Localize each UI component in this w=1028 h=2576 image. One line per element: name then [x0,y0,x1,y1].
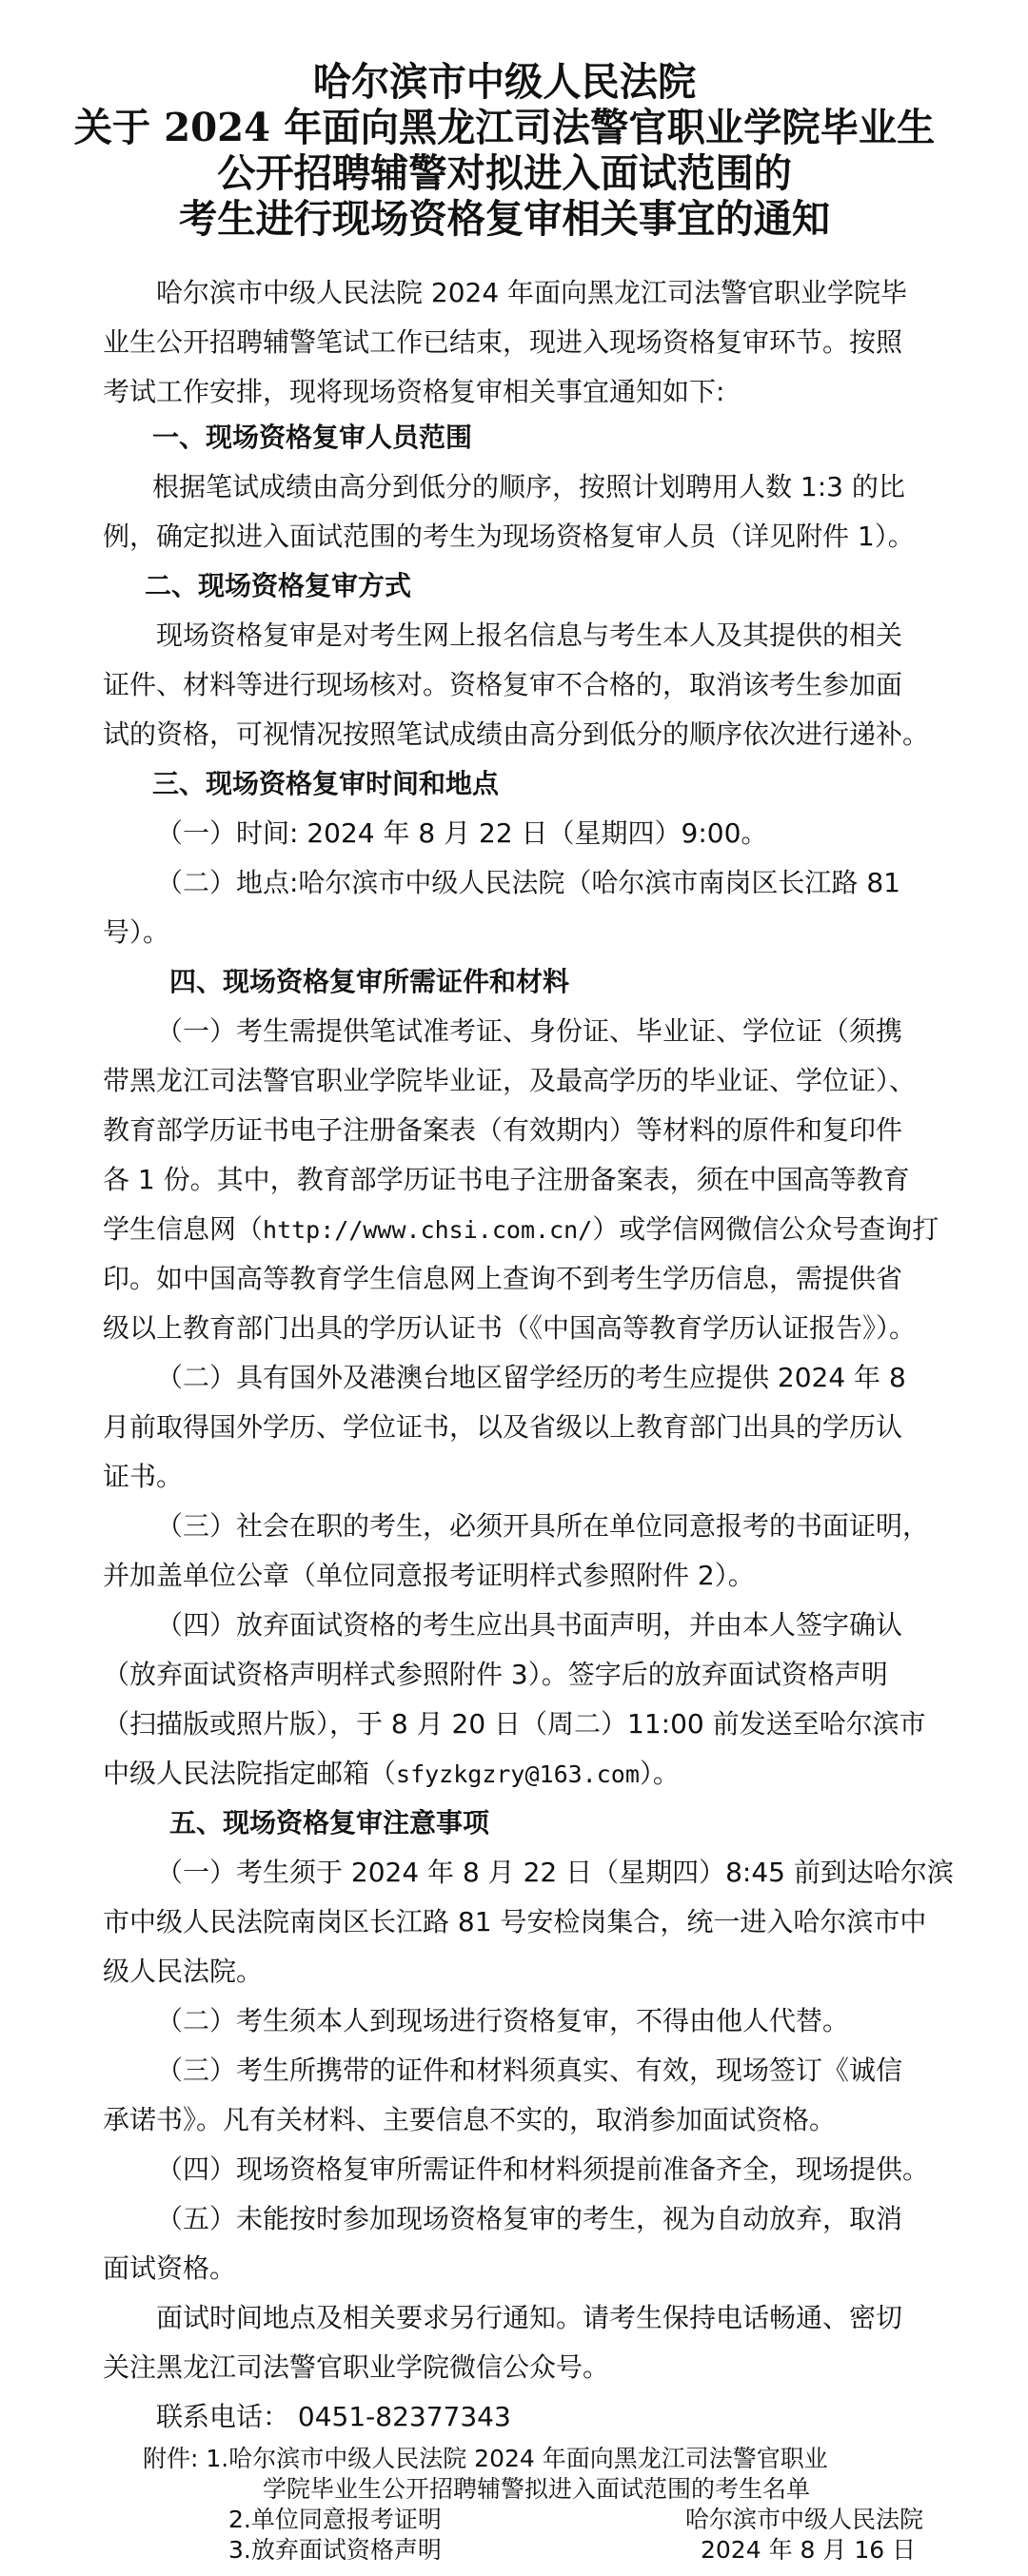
paragraph-line: 根据笔试成绩由高分到低分的顺序，按照计划聘用人数 1:3 的比 [152,471,905,502]
paragraph-line [103,1210,939,1249]
attachment-item-2: 2.单位同意报考证明 [228,2506,442,2533]
paragraph-line: 教育部学历证书电子注册备案表（有效期内）等材料的原件和复印件 [103,1114,903,1146]
paragraph-line: 承诺书》。凡有关材料、主要信息不实的，取消参加面试资格。 [103,2104,837,2135]
paragraph-line: 级人民法院。 [103,1956,264,1987]
attachment-item-1: 附件: 1.哈尔滨市中级人民法院 2024 年面向黑龙江司法警官职业 [143,2445,828,2472]
closing-line: 关注黑龙江司法警官职业学院微信公众号。 [103,2351,610,2383]
paragraph-line: （四）放弃面试资格的考生应出具书面声明，并由本人签字确认 [156,1609,903,1641]
text-segment: 学生信息网（ [103,1213,264,1245]
paragraph-line: （五）未能按时参加现场资格复审的考生，视为自动放弃，取消 [156,2203,903,2234]
section-heading-4: 四、现场资格复审所需证件和材料 [169,966,570,997]
text-segment: 中级人民法院指定邮箱（ [103,1758,397,1789]
paragraph-line: 带黑龙江司法警官职业学院毕业证，及最高学历的毕业证、学位证）、 [103,1065,917,1096]
paragraph-line: （四）现场资格复审所需证件和材料须提前准备齐全，现场提供。 [156,2153,930,2185]
paragraph-line: 试的资格，可视情况按照笔试成绩由高分到低分的顺序依次进行递补。 [103,718,930,750]
intro-line: 业生公开招聘辅警笔试工作已结束，现进入现场资格复审环节。按照 [103,326,903,358]
exam-time: （一）时间: 2024 年 8 月 22 日（星期四）9:00。 [156,817,768,849]
paragraph-line: 市中级人民法院南岗区长江路 81 号安检岗集合，统一进入哈尔滨市中 [103,1906,927,1937]
paragraph-line: （三）考生所携带的证件和材料须真实、有效，现场签订《诚信 [156,2055,903,2086]
paragraph-line: 面试资格。 [103,2252,237,2284]
title-line-3: 公开招聘辅警对拟进入面试范围的 [217,150,792,196]
paragraph-line: 证件、材料等进行现场核对。资格复审不合格的，取消该考生参加面 [103,669,903,700]
contact-phone: 联系电话： 0451-82377343 [156,2401,511,2432]
closing-line: 面试时间地点及相关要求另行通知。请考生保持电话畅通、密切 [156,2302,903,2333]
text-segment: ）或学信网微信公众号查询打 [592,1213,939,1245]
paragraph-line: 级以上教育部门出具的学历认证书（《中国高等教育学历认证报告》）。 [103,1312,917,1344]
paragraph-line: （扫描版或照片版），于 8 月 20 日（周二）11:00 前发送至哈尔滨市 [103,1708,926,1740]
email-address[interactable]: sfyzkgzry@163.com [396,1760,640,1788]
signature-date: 2024 年 8 月 16 日 [701,2536,917,2564]
section-heading-1: 一、现场资格复审人员范围 [152,422,473,453]
paragraph-line: （一）考生需提供笔试准考证、身份证、毕业证、学位证（须携 [156,1015,903,1047]
title-line-1: 哈尔滨市中级人民法院 [312,59,697,105]
paragraph-line: （二）具有国外及港澳台地区留学经历的考生应提供 2024 年 8 [156,1362,906,1393]
chsi-link[interactable]: http://www.chsi.com.cn/ [263,1216,593,1244]
paragraph-line: 现场资格复审是对考生网上报名信息与考生本人及其提供的相关 [156,619,903,651]
paragraph-line: （一）考生须于 2024 年 8 月 22 日（星期四）8:45 前到达哈尔滨 [156,1857,954,1888]
exam-place: （二）地点:哈尔滨市中级人民法院（哈尔滨市南岗区长江路 81 [156,867,900,898]
paragraph-line: （三）社会在职的考生，必须开具所在单位同意报考的书面证明， [156,1510,930,1542]
section-heading-5: 五、现场资格复审注意事项 [169,1807,490,1839]
paragraph-line: 各 1 份。其中，教育部学历证书电子注册备案表，须在中国高等教育 [103,1164,910,1195]
paragraph-line: （放弃面试资格声明样式参照附件 3）。签字后的放弃面试资格声明 [103,1659,888,1690]
paragraph-line: 例，确定拟进入面试范围的考生为现场资格复审人员（详见附件 1）。 [103,521,915,552]
paragraph-line: 证书。 [103,1461,184,1492]
intro-line: 哈尔滨市中级人民法院 2024 年面向黑龙江司法警官职业学院毕 [156,277,908,308]
title-line-2: 关于 2024 年面向黑龙江司法警官职业学院毕业生 [73,105,936,150]
exam-place-cont: 号）。 [103,916,170,948]
paragraph-line: 月前取得国外学历、学位证书，以及省级以上教育部门出具的学历认 [103,1411,903,1443]
section-heading-3: 三、现场资格复审时间和地点 [152,768,500,799]
paragraph-line: （二）考生须本人到现场进行资格复审，不得由他人代替。 [156,2005,850,2036]
signature-org: 哈尔滨市中级人民法院 [685,2506,924,2533]
title-line-4: 考生进行现场资格复审相关事宜的通知 [178,196,831,242]
text-segment: ）。 [639,1758,680,1789]
intro-line: 考试工作安排，现将现场资格复审相关事宜通知如下: [103,376,725,407]
attachment-item-3: 3.放弃面试资格声明 [228,2536,442,2564]
paragraph-line: 并加盖单位公章（单位同意报考证明样式参照附件 2）。 [103,1560,755,1591]
section-heading-2: 二、现场资格复审方式 [145,570,412,601]
attachment-item-1-cont: 学院毕业生公开招聘辅警拟进入面试范围的考生名单 [263,2475,811,2503]
paragraph-line [103,1755,680,1794]
paragraph-line: 印。如中国高等教育学生信息网上查询不到考生学历信息，需提供省 [103,1263,903,1294]
